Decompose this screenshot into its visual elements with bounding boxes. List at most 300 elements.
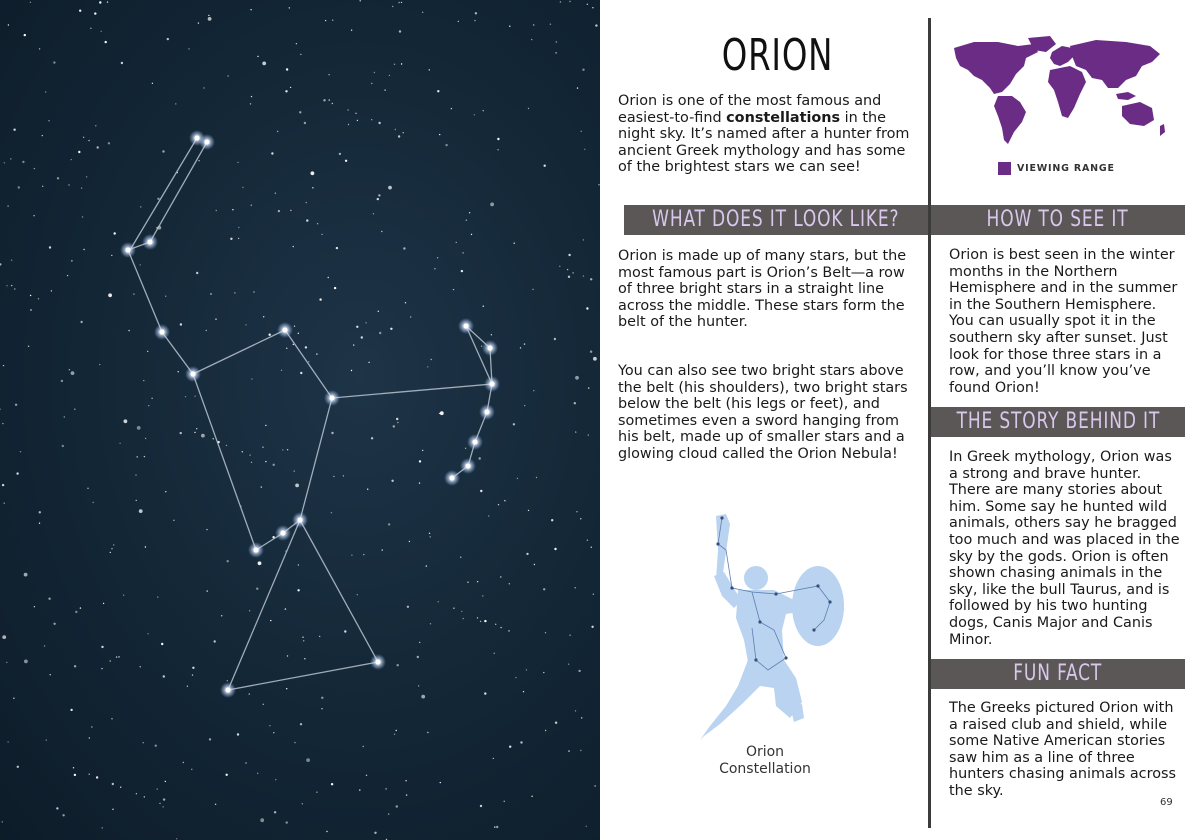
background-star — [250, 103, 251, 104]
background-star — [101, 646, 103, 648]
background-star — [504, 801, 505, 802]
background-star — [121, 62, 123, 64]
background-star — [567, 269, 568, 270]
background-star — [483, 306, 484, 307]
background-star — [113, 544, 114, 545]
background-star — [215, 804, 216, 805]
background-star — [463, 618, 464, 619]
background-star — [513, 423, 515, 425]
background-star — [592, 7, 593, 8]
map-legend — [998, 162, 1115, 175]
background-star — [256, 588, 258, 590]
background-star — [180, 432, 182, 434]
background-star — [245, 762, 246, 763]
background-star — [210, 293, 211, 294]
background-star — [399, 30, 401, 32]
background-star — [545, 632, 546, 633]
background-star — [536, 477, 537, 478]
background-star — [326, 831, 327, 832]
background-star — [67, 275, 68, 276]
background-star — [334, 287, 336, 289]
background-star — [38, 298, 39, 299]
background-star — [119, 443, 120, 444]
background-star — [62, 814, 64, 816]
background-star — [175, 103, 176, 104]
constellation-star — [253, 547, 258, 552]
background-star — [165, 781, 166, 782]
background-star — [49, 246, 51, 248]
background-star — [196, 272, 198, 274]
constellation-star — [329, 395, 334, 400]
background-star — [221, 615, 222, 616]
background-star — [124, 419, 128, 423]
background-star — [300, 723, 302, 725]
background-star — [24, 660, 28, 664]
background-star — [353, 344, 354, 345]
background-star — [165, 491, 166, 492]
background-star — [3, 503, 4, 504]
background-star — [345, 160, 347, 162]
background-star — [483, 110, 484, 111]
background-star — [107, 1, 108, 2]
background-star — [329, 99, 330, 100]
background-star — [80, 607, 81, 608]
background-star — [343, 475, 344, 476]
background-star — [569, 635, 570, 636]
background-star — [586, 826, 587, 827]
background-star — [263, 316, 264, 317]
background-star — [87, 488, 88, 489]
background-star — [429, 69, 430, 70]
background-star — [462, 252, 463, 253]
background-star — [461, 611, 462, 612]
background-star — [33, 215, 34, 216]
background-star — [544, 165, 546, 167]
constellation-star — [204, 139, 209, 144]
background-star — [157, 596, 158, 597]
background-star — [405, 302, 406, 303]
background-star — [265, 425, 266, 426]
background-star — [471, 234, 472, 235]
background-star — [278, 210, 280, 212]
background-star — [123, 595, 124, 596]
background-star — [118, 656, 119, 657]
background-star — [339, 153, 341, 155]
background-star — [165, 296, 166, 297]
background-star — [355, 113, 356, 114]
background-star — [167, 38, 169, 40]
background-star — [295, 484, 299, 488]
page-title: ORION — [721, 30, 834, 81]
background-star — [257, 773, 258, 774]
background-star — [298, 333, 299, 334]
constellation-star — [463, 323, 468, 328]
background-star — [550, 24, 551, 25]
background-star — [306, 202, 307, 203]
background-star — [290, 87, 291, 88]
background-star — [286, 821, 288, 823]
background-star — [437, 257, 438, 258]
background-star — [163, 798, 165, 800]
background-star — [111, 718, 112, 719]
background-star — [421, 695, 425, 699]
intro-bold-term: constellations — [726, 109, 841, 126]
background-star — [394, 734, 395, 735]
background-star — [286, 688, 287, 689]
background-star — [227, 75, 228, 76]
intro-text-start: Orion is one of the most famous and easiest-to-find — [618, 93, 882, 126]
background-star — [140, 666, 141, 667]
background-star — [477, 617, 478, 618]
background-star — [587, 4, 588, 5]
background-star — [568, 750, 569, 751]
background-star — [91, 726, 92, 727]
background-star — [289, 7, 290, 8]
background-star — [418, 685, 419, 686]
background-star — [226, 445, 227, 446]
background-star — [144, 796, 145, 797]
background-star — [298, 564, 299, 565]
background-star — [311, 171, 315, 175]
background-star — [312, 187, 313, 188]
background-star — [53, 61, 55, 63]
background-star — [534, 564, 535, 565]
background-star — [269, 334, 271, 336]
constellation-star — [489, 381, 494, 386]
heading-story-text: THE STORY BEHIND IT — [956, 409, 1160, 434]
background-star — [508, 630, 509, 631]
background-star — [97, 146, 99, 148]
background-star — [390, 328, 392, 330]
heading-story-behind-it — [931, 407, 1185, 437]
background-star — [249, 610, 250, 611]
background-star — [524, 343, 525, 344]
background-star — [242, 187, 243, 188]
background-star — [249, 693, 250, 694]
background-star — [587, 540, 588, 541]
background-star — [22, 161, 24, 163]
background-star — [50, 674, 51, 675]
background-star — [2, 635, 6, 639]
background-star — [481, 346, 482, 347]
constellation-star — [449, 475, 454, 480]
background-star — [328, 277, 329, 278]
background-star — [531, 39, 532, 40]
background-star — [161, 643, 163, 645]
background-star — [319, 636, 320, 637]
background-star — [488, 515, 489, 516]
background-star — [554, 338, 556, 340]
background-star — [78, 151, 80, 153]
background-star — [363, 746, 364, 747]
background-star — [287, 655, 288, 656]
background-star — [0, 409, 1, 410]
background-star — [253, 291, 254, 292]
background-star — [533, 24, 534, 25]
background-star — [532, 289, 533, 290]
background-star — [128, 330, 129, 331]
heading-how-to-see-it — [931, 205, 1185, 235]
constellation-star — [472, 439, 477, 444]
background-star — [275, 779, 276, 780]
background-star — [384, 89, 385, 90]
background-star — [577, 87, 578, 88]
background-star — [94, 12, 96, 14]
heading-what-does-it-look-like — [624, 205, 928, 235]
background-star — [495, 624, 496, 625]
background-star — [517, 478, 518, 479]
background-star — [466, 220, 467, 221]
background-star — [543, 672, 544, 673]
background-star — [13, 698, 14, 699]
background-star — [434, 268, 435, 269]
background-star — [575, 710, 576, 711]
background-star — [378, 194, 380, 196]
background-star — [282, 449, 283, 450]
background-star — [251, 378, 252, 379]
legend-swatch — [998, 162, 1011, 175]
orion-page — [600, 0, 1200, 840]
background-star — [584, 149, 585, 150]
background-star — [419, 482, 420, 483]
background-star — [396, 730, 397, 731]
background-star — [385, 788, 386, 789]
background-star — [30, 2, 31, 3]
background-star — [17, 766, 19, 768]
background-star — [90, 28, 91, 29]
constellation-star — [190, 371, 195, 376]
background-star — [351, 30, 352, 31]
background-star — [504, 500, 505, 501]
background-star — [395, 129, 396, 130]
background-star — [494, 653, 495, 654]
background-star — [64, 416, 65, 417]
background-star — [249, 454, 250, 455]
background-star — [531, 796, 532, 797]
background-star — [465, 448, 466, 449]
background-star — [10, 158, 11, 159]
background-star — [145, 438, 146, 439]
background-star — [273, 732, 274, 733]
background-star — [545, 730, 546, 731]
background-star — [82, 216, 83, 217]
background-star — [581, 717, 582, 718]
background-star — [207, 590, 208, 591]
background-star — [242, 451, 243, 452]
background-star — [526, 669, 527, 670]
background-star — [528, 108, 529, 109]
background-star — [89, 774, 90, 775]
background-star — [533, 390, 534, 391]
background-star — [321, 708, 322, 709]
constellation-star — [297, 517, 302, 522]
background-star — [480, 805, 482, 807]
background-star — [57, 177, 59, 179]
background-star — [300, 54, 301, 55]
background-star — [250, 9, 251, 10]
background-star — [319, 298, 321, 300]
background-star — [183, 762, 184, 763]
background-star — [593, 357, 597, 361]
background-star — [208, 17, 212, 21]
background-star — [140, 206, 141, 207]
background-star — [144, 456, 145, 457]
background-star — [136, 500, 137, 501]
background-star — [226, 774, 228, 776]
background-star — [357, 594, 358, 595]
background-star — [422, 12, 423, 13]
background-star — [500, 627, 501, 628]
background-star — [572, 272, 573, 273]
background-star — [427, 366, 428, 367]
background-star — [460, 557, 461, 558]
background-star — [16, 472, 18, 474]
background-star — [379, 332, 381, 334]
background-star — [101, 31, 102, 32]
background-star — [277, 131, 278, 132]
background-star — [391, 480, 393, 482]
constellation-star — [282, 327, 287, 332]
background-star — [316, 792, 317, 793]
background-star — [108, 293, 112, 297]
background-star — [419, 642, 420, 643]
background-star — [173, 520, 174, 521]
background-star — [351, 555, 352, 556]
background-star — [101, 668, 102, 669]
look-paragraph-1: Orion is made up of many stars, but the most famous part is Orion’s Belt—a row of three bright stars in a straight line across the middle. These stars form the belt of the hunter. — [618, 248, 907, 331]
background-star — [203, 87, 204, 88]
background-star — [323, 99, 325, 101]
background-star — [135, 474, 136, 475]
background-star — [294, 742, 295, 743]
background-star — [491, 334, 492, 335]
background-star — [147, 633, 148, 634]
background-star — [484, 692, 486, 694]
background-star — [192, 674, 193, 675]
background-star — [551, 519, 553, 521]
background-star — [331, 783, 333, 785]
background-star — [431, 359, 432, 360]
background-star — [11, 260, 12, 261]
background-star — [586, 307, 588, 309]
background-star — [554, 548, 556, 550]
background-star — [406, 794, 407, 795]
background-star — [61, 380, 63, 382]
constellation-star — [375, 659, 380, 664]
background-star — [440, 411, 444, 415]
background-star — [45, 91, 46, 92]
background-star — [110, 552, 111, 553]
background-star — [143, 742, 144, 743]
background-star — [294, 326, 295, 327]
background-star — [99, 364, 100, 365]
background-star — [152, 83, 153, 84]
background-star — [151, 398, 152, 399]
background-star — [83, 249, 84, 250]
background-star — [580, 750, 581, 751]
background-star — [422, 450, 423, 451]
background-star — [493, 758, 494, 759]
background-star — [440, 782, 441, 783]
background-star — [116, 656, 117, 657]
background-star — [53, 623, 55, 625]
background-star — [438, 601, 439, 602]
background-star — [293, 344, 294, 345]
background-star — [15, 404, 17, 406]
background-star — [360, 0, 361, 1]
background-star — [80, 321, 82, 323]
background-star — [48, 120, 49, 121]
background-star — [429, 533, 430, 534]
background-star — [44, 645, 45, 646]
background-star — [137, 426, 141, 430]
background-star — [7, 741, 8, 742]
background-star — [461, 270, 463, 272]
background-star — [74, 409, 75, 410]
background-star — [302, 637, 303, 638]
background-star — [93, 502, 94, 503]
background-star — [437, 90, 439, 92]
background-star — [13, 129, 15, 131]
heading-see-text: HOW TO SEE IT — [987, 207, 1129, 232]
background-star — [159, 803, 160, 804]
background-star — [555, 722, 557, 724]
background-star — [3, 365, 4, 366]
background-star — [34, 168, 35, 169]
background-star — [251, 462, 252, 463]
background-star — [188, 48, 189, 49]
background-star — [305, 346, 307, 348]
background-star — [71, 260, 72, 261]
background-star — [430, 623, 431, 624]
background-star — [325, 20, 326, 21]
background-star — [147, 351, 148, 352]
background-star — [145, 546, 146, 547]
background-star — [194, 432, 195, 433]
background-star — [39, 511, 41, 513]
background-star — [332, 103, 333, 104]
constellation-star — [159, 329, 164, 334]
background-star — [285, 608, 286, 609]
background-star — [300, 372, 302, 374]
background-star — [206, 529, 207, 530]
background-star — [480, 490, 482, 492]
background-star — [401, 63, 402, 64]
background-star — [39, 523, 40, 524]
background-star — [396, 805, 398, 807]
background-star — [176, 838, 177, 839]
background-star — [373, 213, 374, 214]
background-star — [103, 603, 104, 604]
background-star — [509, 583, 510, 584]
background-star — [388, 813, 389, 814]
background-star — [559, 266, 560, 267]
constellation-star — [225, 687, 230, 692]
background-star — [230, 238, 232, 240]
background-star — [73, 767, 74, 768]
background-star — [140, 264, 141, 265]
background-star — [275, 193, 276, 194]
background-star — [494, 826, 495, 827]
constellation-star — [487, 345, 492, 350]
background-star — [46, 739, 47, 740]
background-star — [7, 205, 8, 206]
background-star — [39, 48, 40, 49]
background-star — [30, 309, 31, 310]
background-star — [475, 12, 477, 14]
background-star — [304, 122, 306, 124]
background-star — [299, 111, 301, 113]
